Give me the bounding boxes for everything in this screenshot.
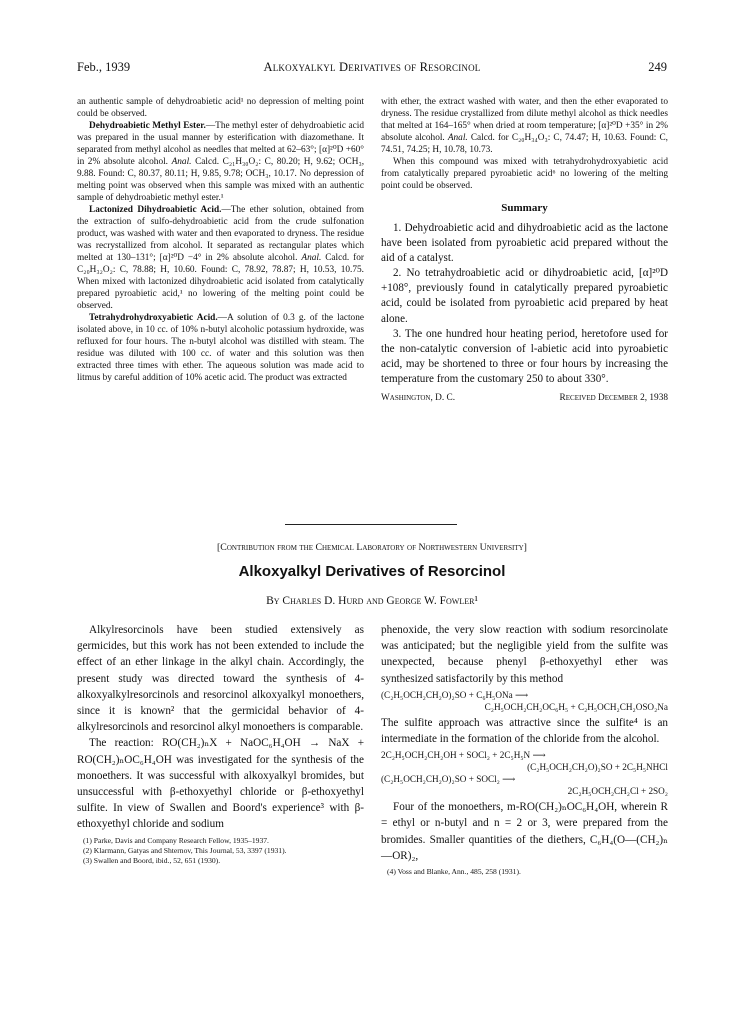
summary-item: 3. The one hundred hour heating period, heretofore used for the non-catalytic conversion of l-abietic acid into pyroabietic acid, may be shortened to three or four hours by increasing the temperature from the customary 250 to about 330°. (381, 327, 668, 385)
paragraph-text: —The methyl ester of dehydroabietic acid was prepared in the usual manner by esterification with diazomethane. It separated from methyl alcohol as needles that melted at 62–63°; [α]²⁰D +60° in 2% absolute alcohol. (77, 121, 364, 167)
paragraph (77, 120, 364, 204)
signature-line (381, 392, 668, 404)
paragraph: The reaction: RO(CH₂)ₙX + NaOC₆H₄OH → NaX + RO(CH₂)ₙOC₆H₄OH was investigated for the synthesis of the monoethers. It was successful with alkoxyalkyl bromides, but unsuccessful with β-ethoxyethyl chloride or β-ethoxyethyl sulfite. In view of Swallen and Boord's experience³ with β-ethoxyethyl chloride and sodium (77, 737, 364, 831)
summary-heading: Summary (501, 202, 548, 214)
paragraph-text: —A solution of 0.3 g. of the lactone isolated above, in 10 cc. of 10% n-butyl alcoholic potassium hydroxide, was refluxed for four hours. The n-butyl alcohol was distilled with steam. The residue was diluted with 100 cc. of water and this solution was then extracted three times with ether. The aqueous solution was made acid to litmus by careful addition of 10% acetic acid. The product was extracted (77, 313, 364, 383)
section-divider (285, 524, 457, 525)
paragraph-text: Calcd. for C₂₀H₃₂O₂: C, 78.88; H, 10.60. Found: C, 78.92, 78.87; H, 10.53, 10.75. When mixed with lactonized dihydroabietic acid isolated from catalytically prepared pyroabietic acid,¹ no lowering of the melting point could be observed. (77, 253, 365, 311)
equation-line: (C₂H₅OCH₂CH₂O)₂SO + 2C₅H₅NHCl (527, 762, 668, 773)
equation-line: 2C₂H₅OCH₂CH₂Cl + 2SO₂ (567, 786, 668, 797)
paragraph-text: Calcd. for C₂₀H₃₄O₃: C, 74.47; H, 10.63. Found: C, 74.51, 74.25; H, 10.78, 10.73. (381, 133, 668, 155)
issue-date: Feb., 1939 (77, 60, 131, 74)
equation (381, 749, 668, 797)
upper-left-column (77, 96, 364, 384)
article-left-column (77, 622, 364, 866)
article-right-column (381, 622, 668, 877)
running-title: Alkoxyalkyl Derivatives of Resorcinol (263, 60, 481, 74)
footnote: (4) Voss and Blanke, Ann., 485, 258 (1931). (387, 867, 521, 877)
paragraph-text: with ether, the extract washed with water, and then the ether evaporated to dryness. The residue crystallized from dilute methyl alcohol as thick needles that melted at 164–165° when dried at room temperature; [α]²⁰D +35° in 2% absolute alcohol. (381, 97, 668, 143)
running-head (77, 60, 667, 76)
summary-item: 1. Dehydroabietic acid and dihydroabietic acid as the lactone have been isolated from pyroabietic acid prepared without the aid of a catalyst. (381, 222, 668, 265)
equation-line: 2C₂H₅OCH₂CH₂OH + SOCl₂ + 2C₅H₅N ⟶ (381, 750, 546, 761)
paragraph: Four of the monoethers, m-RO(CH₂)ₙOC₆H₄OH, wherein R = ethyl or n-butyl and n = 2 or 3, were prepared from the bromides. Smaller quantities of the diethers, C₆H₄(O—(CH₂)ₙ—OR)₂, (381, 801, 668, 862)
section-heading: Dehydroabietic Methyl Ester. (89, 121, 206, 131)
paragraph-text: —The ether solution, obtained from the extraction of sulfo-dehydroabietic acid from the crude sulfonation product, was washed with water and then evaporated to dryness. The residue was recrystallized from alcohol. It separated as rectangular plates which melted at 130–131°; [α]²⁰D −4° in 2% absolute alcohol. (77, 205, 364, 263)
footnote: (3) Swallen and Boord, ibid., 52, 651 (1930). (83, 856, 221, 866)
received-date: Received December 2, 1938 (559, 393, 668, 404)
anal-label: Anal. (301, 253, 322, 263)
paragraph: phenoxide, the very slow reaction with sodium resorcinolate was anticipated; but the negligible yield from the sulfite was unexpected, because phenyl β-ethoxyethyl ether was synthesized satisfactorily by this method (381, 624, 668, 685)
contribution-line: [Contribution from the Chemical Laboratory of Northwestern University] (217, 542, 527, 553)
equation-line: (C₂H₅OCH₂CH₂O)₂SO + SOCl₂ ⟶ (381, 774, 516, 785)
paragraph: Alkylresorcinols have been studied extensively as germicides, but this work has not been extended to include the effect of an ether linkage in the alkyl chain. Accordingly, the present study was directed toward the synthesis of 4-alkoxyalkylresorcinols and resorcinol alkoxyalkyl monoethers, since it is known² that the germicidal behavior of 4-alkylresorcinols and resorcinol alkyl monoethers is comparable. (77, 624, 364, 734)
upper-right-column (381, 96, 668, 404)
anal-label: Anal. (171, 157, 192, 167)
paragraph (381, 96, 668, 156)
equation (381, 689, 668, 713)
summary-item: 2. No tetrahydroabietic acid or dihydroabietic acid, [α]²⁰D +108°, previously found in catalytically prepared pyroabietic acid, could be isolated from pyroabietic acid prepared by heat alone. (381, 267, 668, 325)
equation-line: C₂H₅OCH₂CH₂OC₆H₅ + C₂H₅OCH₂CH₂OSO₂Na (484, 701, 668, 712)
paragraph (77, 312, 364, 384)
section-heading: Lactonized Dihydroabietic Acid. (89, 205, 222, 215)
paragraph-text: Calcd. C₂₁H₃₀O₂: C, 80.20; H, 9.62; OCH₃, 9.88. Found: C, 80.37, 80.11; H, 9.85, 9.78; OCH₃, 10.17. No depression of melting point was observed when this sample was mixed with an authentic sample of dehydroabietic methyl ester.¹ (77, 157, 365, 203)
footnote: (1) Parke, Davis and Company Research Fellow, 1935–1937. (83, 835, 269, 845)
article-authors: By Charles D. Hurd and George W. Fowler¹ (266, 595, 478, 607)
footnotes (381, 867, 668, 877)
paragraph: an authentic sample of dehydroabietic acid¹ no depression of melting point could be observed. (77, 97, 364, 119)
anal-label: Anal. (447, 133, 468, 143)
footnotes (77, 836, 364, 867)
equation-line: (C₂H₅OCH₂CH₂O)₂SO + C₆H₅ONa ⟶ (381, 689, 529, 700)
summary-list (381, 221, 668, 387)
section-heading: Tetrahydrohydroxyabietic Acid. (89, 313, 218, 323)
page-number: 249 (648, 60, 667, 74)
paragraph: The sulfite approach was attractive since the sulfite⁴ is an intermediate in the formation of the chloride from the alcohol. (381, 716, 668, 746)
footnote: (2) Klarmann, Gatyas and Shternov, This Journal, 53, 3397 (1931). (83, 845, 287, 855)
paragraph: When this compound was mixed with tetrahydrohydroxyabietic acid from catalytically prepared pyroabietic acid⁶ no lowering of the melting point could be observed. (381, 157, 668, 191)
place: Washington, D. C. (381, 393, 456, 404)
paragraph (77, 204, 364, 312)
article-title: Alkoxyalkyl Derivatives of Resorcinol (238, 563, 506, 580)
